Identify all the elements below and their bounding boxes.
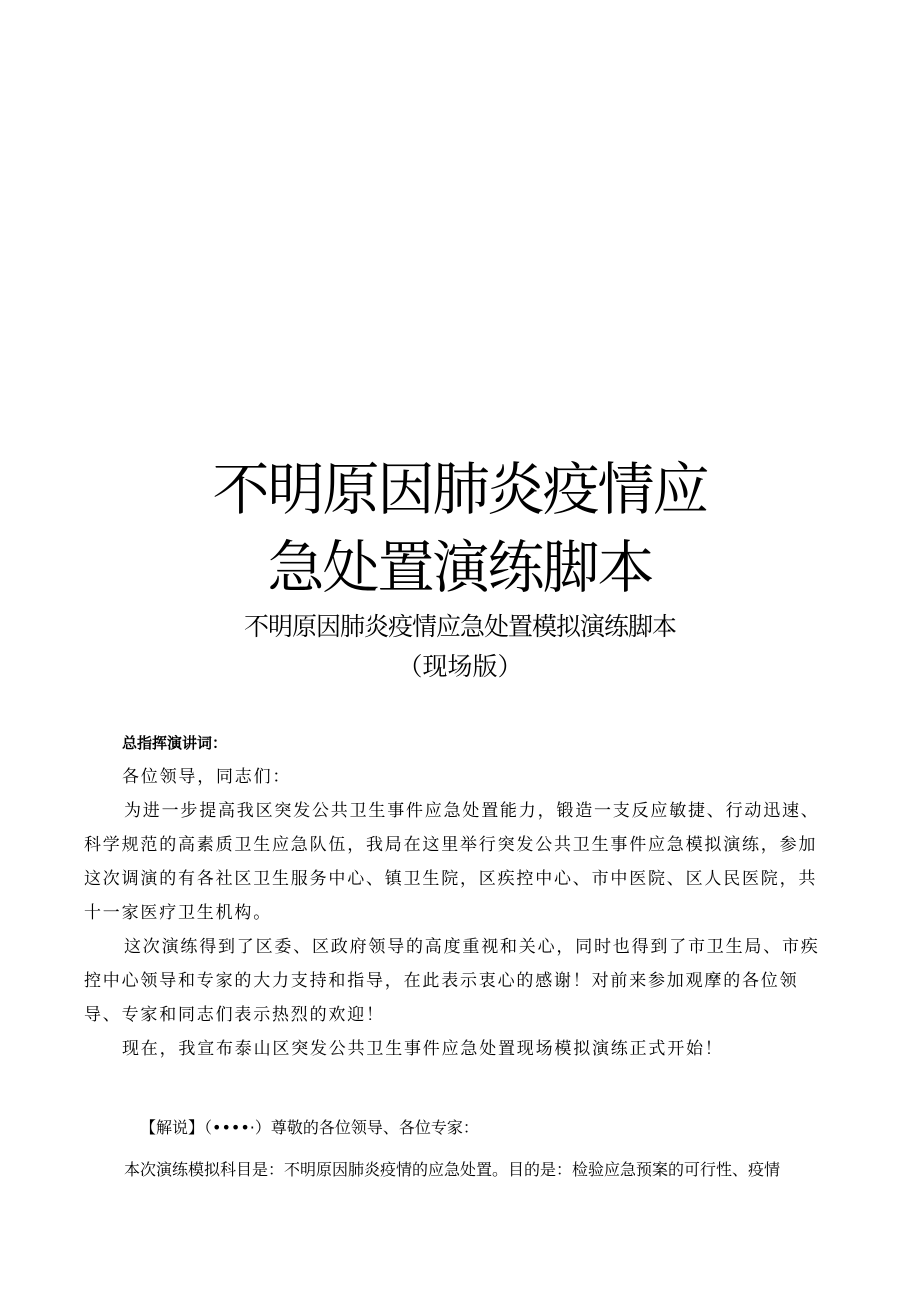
speech-paragraph-1: 为进一步提高我区突发公共卫生事件应急处置能力，锻造一支反应敏捷、行动迅速、科学规范的高素质卫生应急队伍，我局在这里举行突发公共卫生事件应急模拟演练，参加这次调演的有各社区卫生服务中心、镇卫生院，区疾控中心、市中医院、区人民医院，共十一家医疗卫生机构。 (84, 801, 820, 923)
commentary-intro: 【解说】（••••·）尊敬的各位领导、各位专家： (140, 1118, 479, 1137)
speech-paragraph-2: 这次演练得到了区委、区政府领导的高度重视和关心，同时也得到了市卫生局、市疾控中心领导和专家的大力支持和指导，在此表示衷心的感谢！对前来参加观摩的各位领导、专家和同志们表示热烈的欢迎！ (84, 937, 820, 1025)
section-heading: 总指挥演讲词： (122, 734, 228, 752)
speech-greeting: 各位领导，同志们： (122, 767, 292, 787)
document-title-line-2: 急处置演练脚本 (267, 535, 653, 601)
document-subtitle: 不明原因肺炎疫情应急处置模拟演练脚本 (243, 612, 676, 641)
speech-paragraph-3: 现在，我宣布泰山区突发公共卫生事件应急处置现场模拟演练正式开始！ (122, 1039, 724, 1059)
commentary-body: 本次演练模拟科目是：不明原因肺炎疫情的应急处置。目的是：检验应急预案的可行性、疫情 (124, 1160, 781, 1179)
document-subtitle-edition: （现场版） (397, 652, 523, 681)
document-title-line-1: 不明原因肺炎疫情应 (212, 457, 708, 523)
